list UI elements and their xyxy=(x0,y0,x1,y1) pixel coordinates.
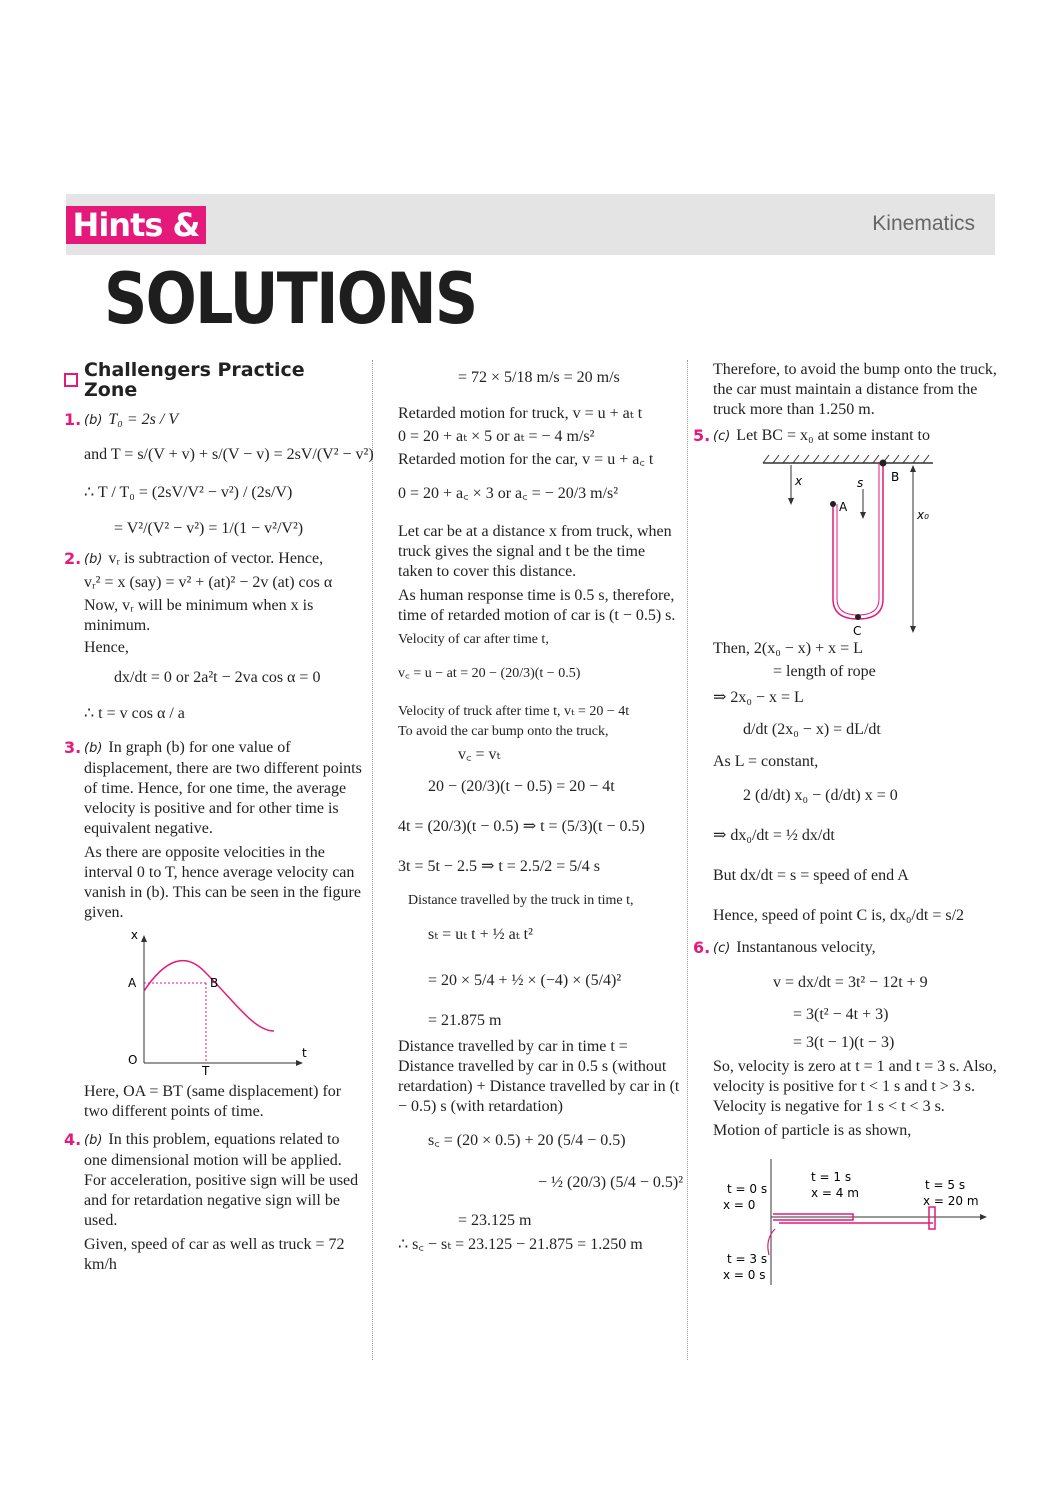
axis-label-x: x xyxy=(130,928,138,942)
solution-1 xyxy=(64,410,374,539)
arrow-down-icon xyxy=(788,498,794,505)
equation: = 72 × 5/18 m/s = 20 m/s xyxy=(458,369,620,386)
equation: = length of rope xyxy=(773,663,876,680)
zone-heading xyxy=(64,360,364,400)
equation: v = dx/dt = 3t² − 12t + 9 xyxy=(773,974,928,991)
question-number: 1. xyxy=(64,410,82,429)
column-2 xyxy=(398,360,684,1258)
arrow-up-icon xyxy=(910,465,916,472)
text: Hence, xyxy=(84,639,129,656)
label-x1: x = 4 m xyxy=(811,1186,859,1200)
text: Given, speed of car as well as truck = 72 km/h xyxy=(84,1236,345,1273)
text: Retarded motion for the car, v = u + a꜀ t xyxy=(398,451,654,468)
equation: − ½ (20/3) (5/4 − 0.5)² xyxy=(538,1174,684,1191)
column-divider xyxy=(687,360,688,1360)
point-b xyxy=(880,460,887,467)
displacement-time-graph xyxy=(124,928,307,1078)
solution-4 xyxy=(64,1130,364,1275)
label-x: x xyxy=(795,474,803,488)
equation: s꜀ = (20 × 0.5) + 20 (5/4 − 0.5) xyxy=(428,1132,626,1149)
answer-option: (b) xyxy=(84,552,103,567)
equation: = 20 × 5/4 + ½ × (−4) × (5/4)² xyxy=(428,972,622,989)
label-s: s xyxy=(857,476,864,490)
text: Distance travelled by car in time t = Distance travelled by car in 0.5 s (without retardation) + Distance travelled by car in (t − 0.5) s (with retardation) xyxy=(398,1038,680,1115)
y-axis-arrow-icon xyxy=(141,935,147,942)
point-label-a: A xyxy=(128,976,137,990)
equation: 0 = 20 + a꜀ × 3 or a꜀ = − 20/3 m/s² xyxy=(398,485,619,502)
answer-option: (b) xyxy=(84,741,103,756)
text: In graph (b) for one value of displacement, there are two different points of time. Hence, for one time, the average velocity is positive and for other time is equivalent negative. xyxy=(84,739,362,837)
text: Let car be at a distance x from truck, when truck gives the signal and t be the time taken to cover this distance. xyxy=(398,523,672,580)
text: So, velocity is zero at t = 1 and t = 3 s. Also, velocity is positive for t < 1 s and t > 3 s. Velocity is negative for 1 s < t < 3 s. xyxy=(713,1058,997,1115)
solution-5 xyxy=(693,426,998,447)
equation: ⇒ 2x₀ − x = L xyxy=(713,689,804,706)
end-marker xyxy=(929,1207,935,1229)
label-x5: x = 20 m xyxy=(923,1194,979,1208)
hints-banner xyxy=(66,206,206,244)
question-number: 4. xyxy=(64,1130,82,1149)
origin-label: O xyxy=(128,1053,138,1067)
text: In this problem, equations related to one dimensional motion will be applied. For acceleration, positive sign will be used and for retardation negative sign will be used. xyxy=(84,1131,359,1229)
question-number: 5. xyxy=(693,426,711,445)
equation: 4t = (20/3)(t − 0.5) ⇒ t = (5/3)(t − 0.5) xyxy=(398,818,645,835)
answer-option: (b) xyxy=(84,413,103,428)
text: Distance travelled by the truck in time t, xyxy=(408,893,634,908)
point-c xyxy=(855,614,861,620)
question-number: 6. xyxy=(693,938,711,957)
text: Let BC = x₀ at some instant to xyxy=(736,427,930,444)
equation: T₀ = 2s / V xyxy=(108,411,179,428)
text: As L = constant, xyxy=(713,753,819,770)
question-number: 3. xyxy=(64,738,82,757)
equation: ∴ T / T₀ = (2sV/V² − v²) / (2s/V) xyxy=(84,484,293,501)
equation: = 21.875 m xyxy=(428,1012,502,1029)
pulley-rope-figure xyxy=(753,449,993,639)
solution-3 xyxy=(64,738,364,1122)
equation: dx/dt = 0 or 2a²t − 2va cos α = 0 xyxy=(114,669,321,686)
text: Velocity of car after time t, xyxy=(398,632,549,647)
label-b: B xyxy=(891,470,900,484)
answer-option: (c) xyxy=(713,429,731,444)
text: As there are opposite velocities in the interval 0 to T, hence average velocity can vanish in (b). This can be seen in the figure given. xyxy=(84,844,361,921)
label-t0: t = 0 s xyxy=(727,1182,768,1196)
page-title: SOLUTIONS xyxy=(104,258,477,340)
label-x3: x = 0 s xyxy=(723,1268,766,1282)
text: Here, OA = BT (same displacement) for two different points of time. xyxy=(84,1083,342,1120)
text: Therefore, to avoid the bump onto the truck, the car must maintain a distance from the truck more than 1.250 m. xyxy=(713,361,997,418)
label-t5: t = 5 s xyxy=(925,1178,966,1192)
ceiling-hatch xyxy=(763,455,929,463)
equation: 20 − (20/3)(t − 0.5) = 20 − 4t xyxy=(428,778,615,795)
equation: ⇒ dx₀/dt = ½ dx/dt xyxy=(713,827,835,844)
chapter-title: Kinematics xyxy=(872,212,975,235)
equation: = 3(t − 1)(t − 3) xyxy=(793,1034,895,1051)
point-label-t: T xyxy=(202,1064,210,1078)
text: Instantanous velocity, xyxy=(736,939,876,956)
label-x0: x₀ xyxy=(917,508,929,522)
arrow-right-icon xyxy=(980,1214,987,1220)
zone-title: Challengers Practice Zone xyxy=(83,359,305,401)
arrow-down-icon xyxy=(860,512,866,519)
label-x0: x = 0 xyxy=(723,1198,756,1212)
equation: and T = s/(V + v) + s/(V − v) = 2sV/(V² − v²) xyxy=(84,446,374,463)
equation: 0 = 20 + aₜ × 5 or aₜ = − 4 m/s² xyxy=(398,428,595,445)
text: Motion of particle is as shown, xyxy=(713,1122,912,1139)
label-a: A xyxy=(839,500,848,514)
equation: ∴ t = v cos α / a xyxy=(84,705,185,722)
label-t3: t = 3 s xyxy=(727,1252,768,1266)
text: Retarded motion for truck, v = u + aₜ t xyxy=(398,405,643,422)
equation: 2 (d/dt) x₀ − (d/dt) x = 0 xyxy=(743,787,898,804)
question-number: 2. xyxy=(64,549,82,568)
equation: But dx/dt = s = speed of end A xyxy=(713,867,909,884)
text: Velocity of truck after time t, vₜ = 20 − 4t xyxy=(398,704,630,719)
answer-option: (b) xyxy=(84,1133,103,1148)
equation: v꜀ = u − at = 20 − (20/3)(t − 0.5) xyxy=(398,666,581,681)
equation: = 3(t² − 4t + 3) xyxy=(793,1006,889,1023)
column-1 xyxy=(64,359,374,1275)
hints-label: Hints & xyxy=(72,206,200,244)
x-axis-arrow-icon xyxy=(296,1060,303,1066)
axis-label-t: t xyxy=(302,1046,307,1060)
equation: ∴ s꜀ − sₜ = 23.125 − 21.875 = 1.250 m xyxy=(398,1236,643,1253)
equation: 3t = 5t − 2.5 ⇒ t = 2.5/2 = 5/4 s xyxy=(398,858,600,875)
equation: sₜ = uₜ t + ½ aₜ t² xyxy=(428,926,533,943)
square-bullet-icon xyxy=(64,373,78,387)
column-3 xyxy=(693,360,998,1301)
equation: v꜀ = vₜ xyxy=(458,746,501,763)
equation: Then, 2(x₀ − x) + x = L xyxy=(713,640,863,657)
equation: d/dt (2x₀ − x) = dL/dt xyxy=(743,721,881,738)
text: vᵣ is subtraction of vector. Hence, xyxy=(108,550,324,567)
arrow-down-icon xyxy=(910,626,916,633)
solution-6 xyxy=(693,938,998,959)
point-label-b: B xyxy=(210,976,219,990)
text: As human response time is 0.5 s, therefore, time of retarded motion of car is (t − 0.5) s. xyxy=(398,587,676,624)
particle-motion-figure xyxy=(713,1151,993,1301)
text: Now, vᵣ will be minimum when x is minimum. xyxy=(84,597,314,634)
equation: vᵣ² = x (say) = v² + (at)² − 2v (at) cos α xyxy=(84,574,333,591)
text: To avoid the car bump onto the truck, xyxy=(398,724,609,739)
equation: = 23.125 m xyxy=(458,1212,532,1229)
label-t1: t = 1 s xyxy=(811,1170,852,1184)
point-a xyxy=(830,501,836,507)
curve xyxy=(144,961,274,1031)
solution-2 xyxy=(64,549,364,724)
equation: Hence, speed of point C is, dx₀/dt = s/2 xyxy=(713,907,965,924)
column-divider xyxy=(372,360,373,1360)
equation: = V²/(V² − v²) = 1/(1 − v²/V²) xyxy=(114,520,304,537)
label-c: C xyxy=(853,624,862,638)
answer-option: (c) xyxy=(713,941,731,956)
